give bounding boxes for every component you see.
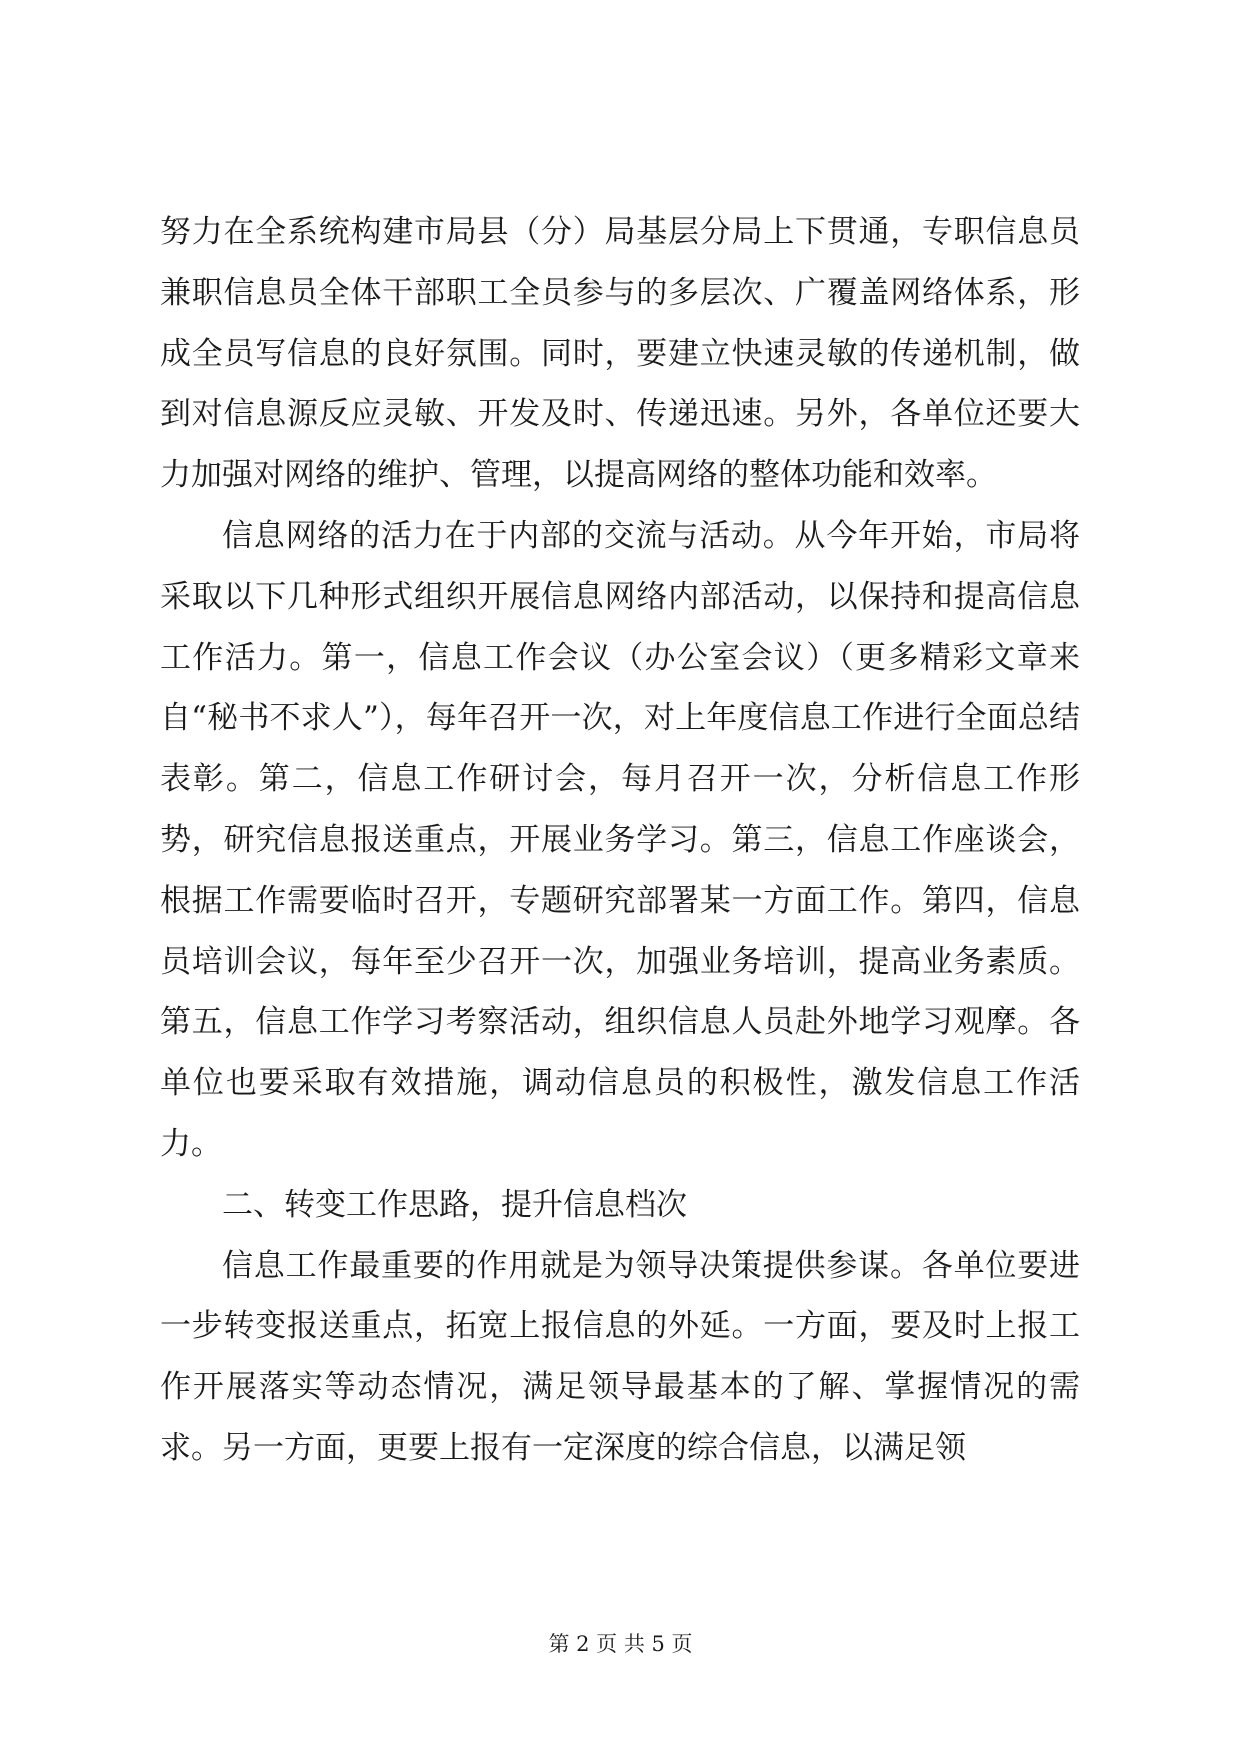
paragraph-2: 信息网络的活力在于内部的交流与活动。从今年开始，市局将采取以下几种形式组织开展信息网络内部活动，以保持和提高信息工作活力。第一，信息工作会议（办公室会议）（更多精彩文章来自“秘书不求人”），每年召开一次，对上年度信息工作进行全面总结表彰。第二，信息工作研讨会，每月召开一次，分析信息工作形势，研究信息报送重点，开展业务学习。第三，信息工作座谈会，根据工作需要临时召开，专题研究部署某一方面工作。第四，信息员培训会议，每年至少召开一次，加强业务培训，提高业务素质。第五，信息工作学习考察活动，组织信息人员赴外地学习观摩。各单位也要采取有效措施，调动信息员的积极性，激发信息工作活力。 xyxy=(160,517,1080,1162)
document-body xyxy=(160,202,1080,1479)
paragraph-1: 努力在全系统构建市局县（分）局基层分局上下贯通，专职信息员兼职信息员全体干部职工全员参与的多层次、广覆盖网络体系，形成全员写信息的良好氛围。同时，要建立快速灵敏的传递机制，做到对信息源反应灵敏、开发及时、传递迅速。另外，各单位还要大力加强对网络的维护、管理，以提高网络的整体功能和效率。 xyxy=(160,214,1080,494)
page-number-footer: 第 2 页 共 5 页 xyxy=(548,1632,693,1656)
paragraph-3: 信息工作最重要的作用就是为领导决策提供参谋。各单位要进一步转变报送重点，拓宽上报信息的外延。一方面，要及时上报工作开展落实等动态情况，满足领导最基本的了解、掌握情况的需求。另一方面，更要上报有一定深度的综合信息，以满足领 xyxy=(160,1247,1080,1466)
section-heading: 二、转变工作思路，提升信息档次 xyxy=(222,1186,687,1223)
